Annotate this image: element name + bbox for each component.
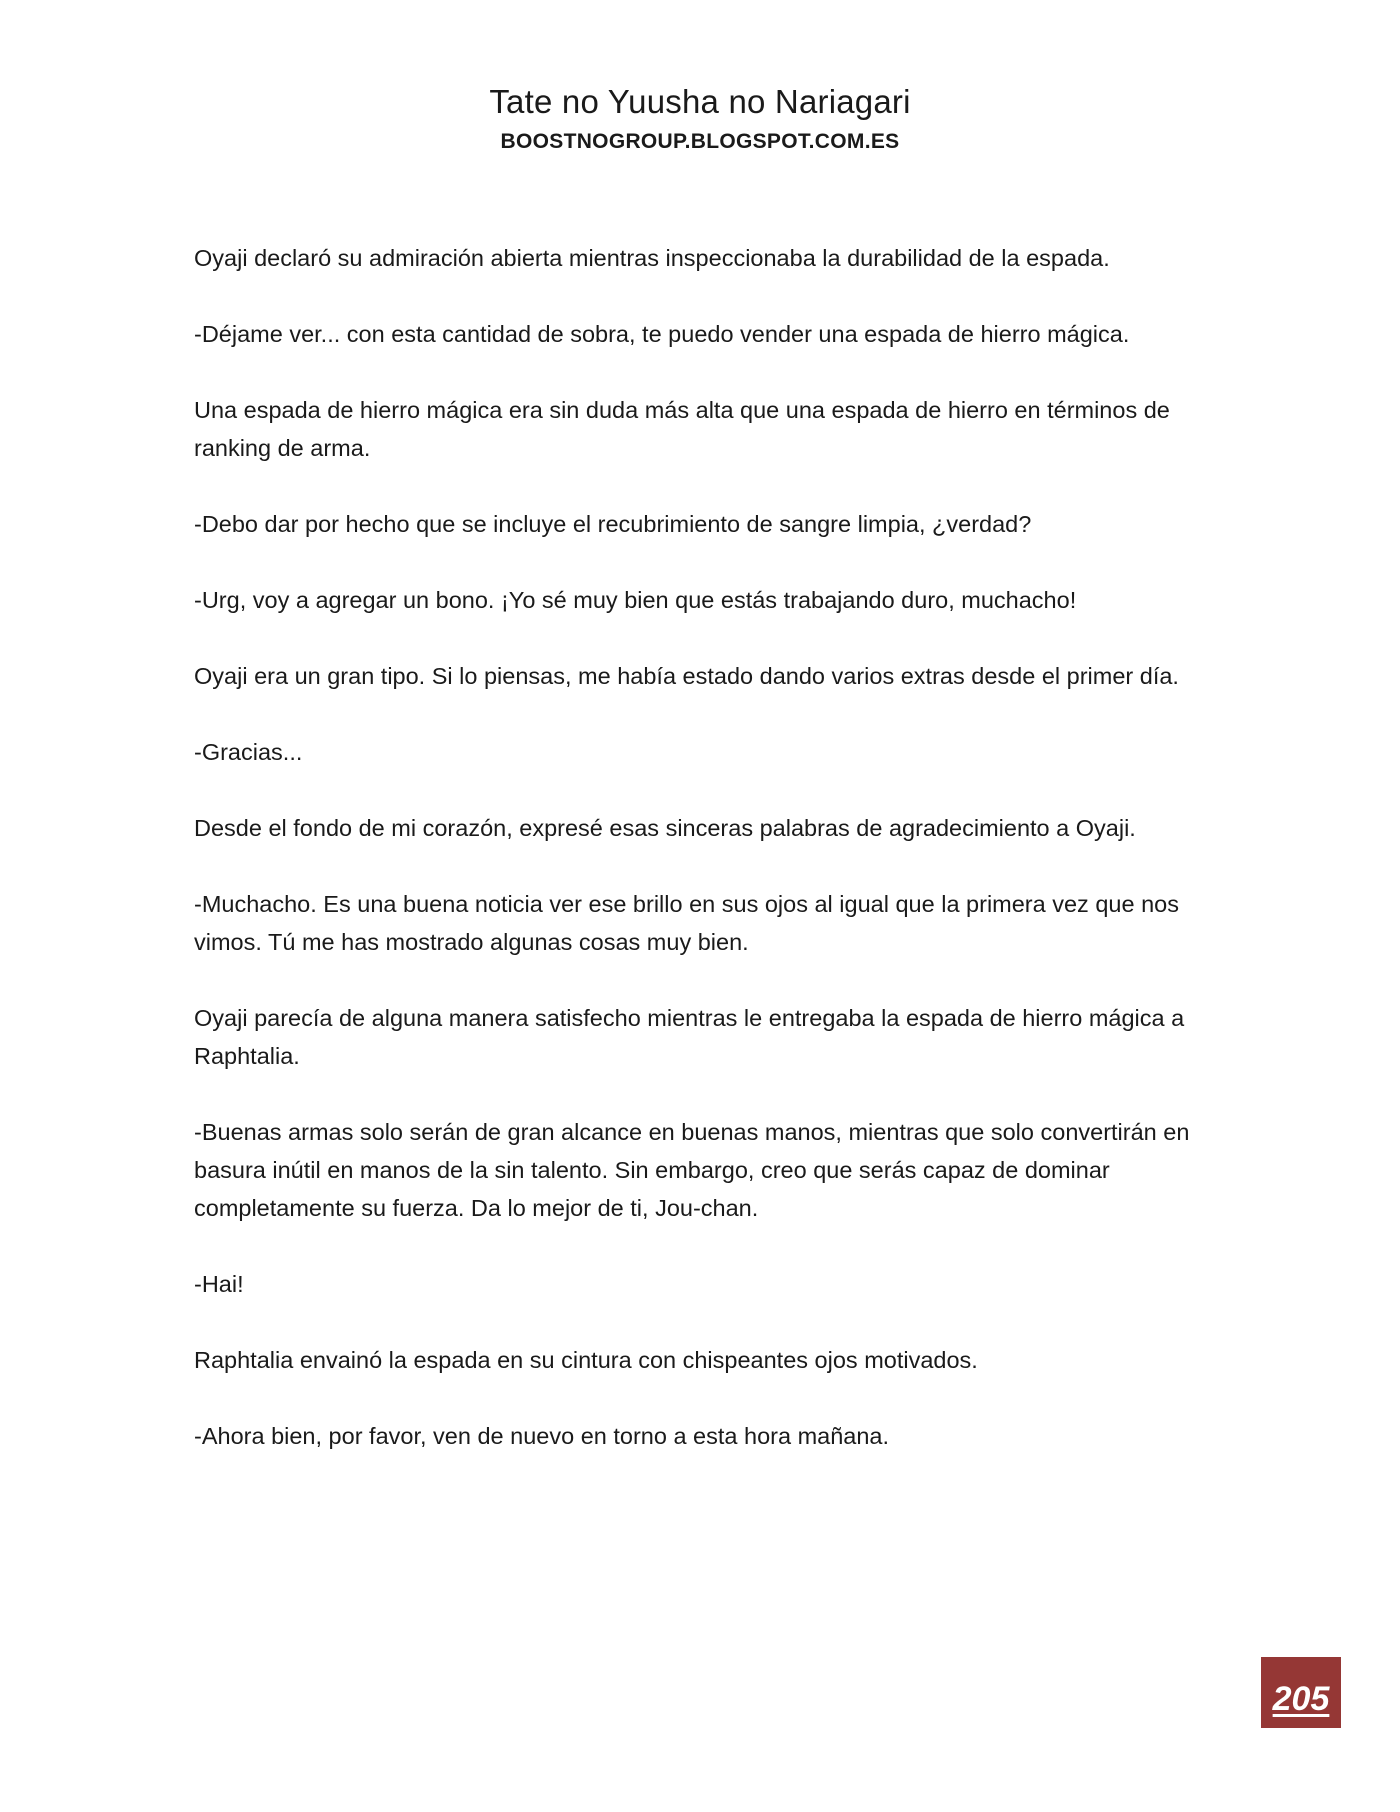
paragraph: Oyaji parecía de alguna manera satisfecho mientras le entregaba la espada de hierro mágica a Raphtalia. bbox=[194, 1005, 1185, 1069]
paragraph: -Buenas armas solo serán de gran alcance en buenas manos, mientras que solo convertirán en basura inútil en manos de la sin talento. Sin embargo, creo que serás capaz de dominar completamente su fuerza. Da lo mejor de ti, Jou-chan. bbox=[194, 1119, 1190, 1221]
site-url: BOOSTNOGROUP.BLOGSPOT.COM.ES bbox=[500, 130, 900, 153]
paragraph: -Hai! bbox=[194, 1271, 244, 1297]
paragraph: -Debo dar por hecho que se incluye el recubrimiento de sangre limpia, ¿verdad? bbox=[194, 511, 1032, 537]
body-text bbox=[194, 239, 1214, 1493]
page-number: 205 bbox=[1272, 1680, 1330, 1718]
paragraph: Una espada de hierro mágica era sin duda más alta que una espada de hierro en términos de ranking de arma. bbox=[194, 397, 1170, 461]
paragraph: -Urg, voy a agregar un bono. ¡Yo sé muy bien que estás trabajando duro, muchacho! bbox=[194, 587, 1077, 613]
document-title: Tate no Yuusha no Nariagari bbox=[489, 83, 911, 120]
paragraph: Oyaji era un gran tipo. Si lo piensas, me había estado dando varios extras desde el primer día. bbox=[194, 663, 1179, 689]
page-header bbox=[0, 82, 1400, 156]
paragraph: -Muchacho. Es una buena noticia ver ese brillo en sus ojos al igual que la primera vez que nos vimos. Tú me has mostrado algunas cosas muy bien. bbox=[194, 891, 1179, 955]
paragraph: -Ahora bien, por favor, ven de nuevo en torno a esta hora mañana. bbox=[194, 1423, 890, 1449]
paragraph: Oyaji declaró su admiración abierta mientras inspeccionaba la durabilidad de la espada. bbox=[194, 245, 1110, 271]
paragraph: -Gracias... bbox=[194, 739, 303, 765]
paragraph: -Déjame ver... con esta cantidad de sobra, te puedo vender una espada de hierro mágica. bbox=[194, 321, 1130, 347]
paragraph: Desde el fondo de mi corazón, expresé esas sinceras palabras de agradecimiento a Oyaji. bbox=[194, 815, 1136, 841]
paragraph: Raphtalia envainó la espada en su cintura con chispeantes ojos motivados. bbox=[194, 1347, 978, 1373]
page-number-badge bbox=[1261, 1657, 1341, 1728]
